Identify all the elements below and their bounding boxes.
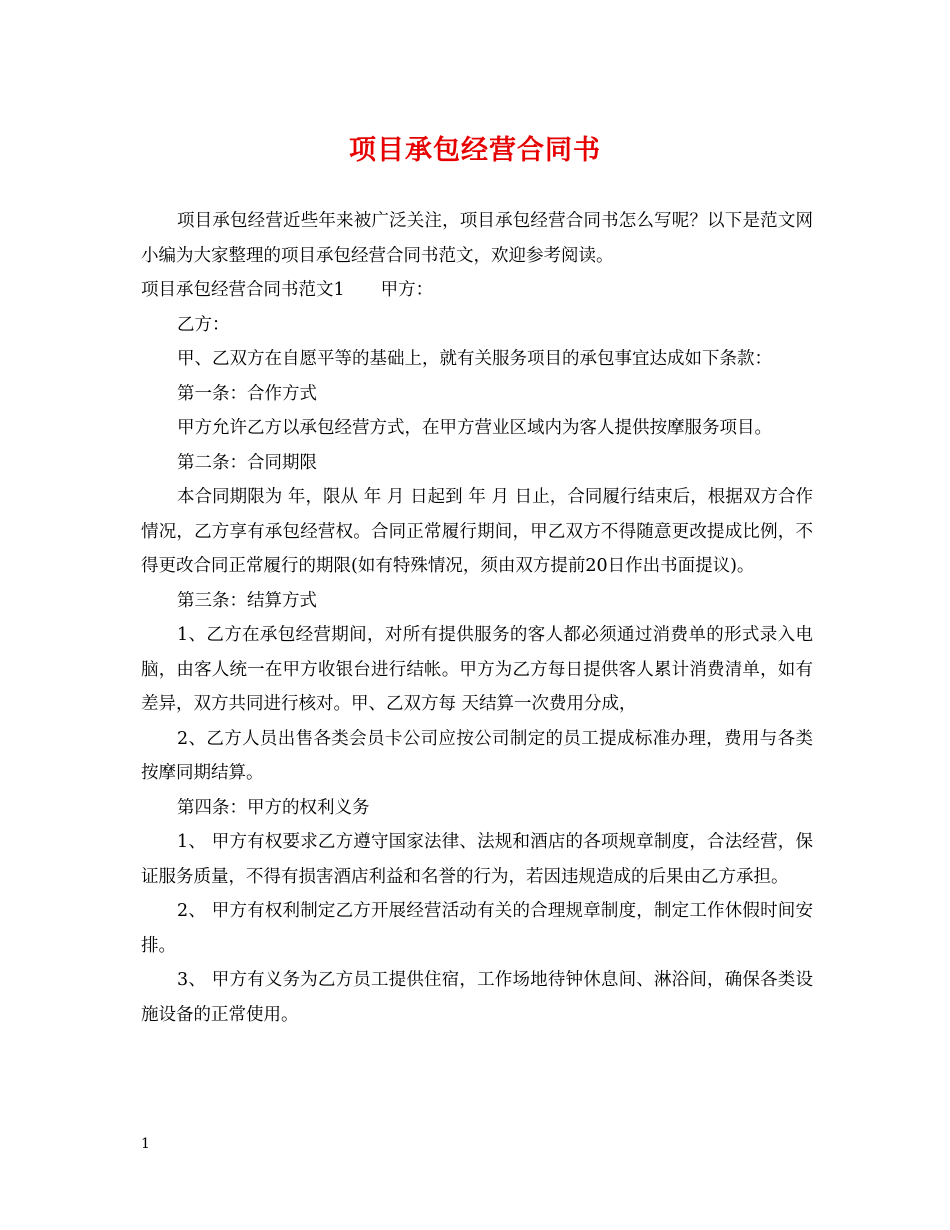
article-4-title: 第四条：甲方的权利义务 bbox=[177, 797, 370, 818]
party-b-label: 乙方： bbox=[177, 314, 230, 335]
party-a-label: 甲方： bbox=[380, 280, 434, 300]
page-number: 1 bbox=[141, 1136, 150, 1152]
article-3-title: 第三条：结算方式 bbox=[177, 590, 317, 611]
article-1-text: 甲方允许乙方以承包经营方式，在甲方营业区域内为客人提供按摩服务项目。 bbox=[177, 418, 772, 438]
example-heading-line bbox=[141, 273, 813, 308]
intro-paragraph: 项目承包经营近些年来被广泛关注，项目承包经营合同书怎么写呢？以下是范文网小编为大家整理的项目承包经营合同书范文，欢迎参考阅读。 bbox=[141, 211, 813, 266]
article-1-title: 第一条：合作方式 bbox=[177, 383, 317, 404]
example-heading: 项目承包经营合同书范文1 bbox=[141, 280, 345, 300]
article-3-item-1: 1、乙方在承包经营期间，对所有提供服务的客人都必须通过消费单的形式录入电脑，由客人统一在甲方收银台进行结帐。甲方为乙方每日提供客人累计消费清单，如有差异，双方共同进行核对。甲、乙双方每 天结算一次费用分成， bbox=[141, 625, 813, 714]
preamble-paragraph: 甲、乙双方在自愿平等的基础上，就有关服务项目的承包事宜达成如下条款： bbox=[177, 349, 772, 369]
article-4-item-2: 2、 甲方有权利制定乙方开展经营活动有关的合理规章制度，制定工作休假时间安排。 bbox=[141, 901, 813, 956]
article-3-item-2: 2、乙方人员出售各类会员卡公司应按公司制定的员工提成标准办理，费用与各类按摩同期结算。 bbox=[141, 728, 813, 783]
document-body bbox=[141, 204, 813, 1032]
article-2-title: 第二条：合同期限 bbox=[177, 452, 317, 473]
document-title: 项目承包经营合同书 bbox=[349, 135, 601, 166]
article-4-item-1: 1、 甲方有权要求乙方遵守国家法律、法规和酒店的各项规章制度，合法经营，保证服务质量，不得有损害酒店利益和名誉的行为，若因违规造成的后果由乙方承担。 bbox=[141, 832, 813, 887]
article-4-item-3: 3、 甲方有义务为乙方员工提供住宿，工作场地待钟休息间、淋浴间，确保各类设施设备的正常使用。 bbox=[141, 970, 813, 1025]
article-2-text: 本合同期限为 年，限从 年 月 日起到 年 月 日止，合同履行结束后，根据双方合作情况，乙方享有承包经营权。合同正常履行期间，甲乙双方不得随意更改提成比例，不得更改合同正常履行的期限(如有特殊情况，须由双方提前20日作出书面提议)。 bbox=[141, 487, 813, 576]
